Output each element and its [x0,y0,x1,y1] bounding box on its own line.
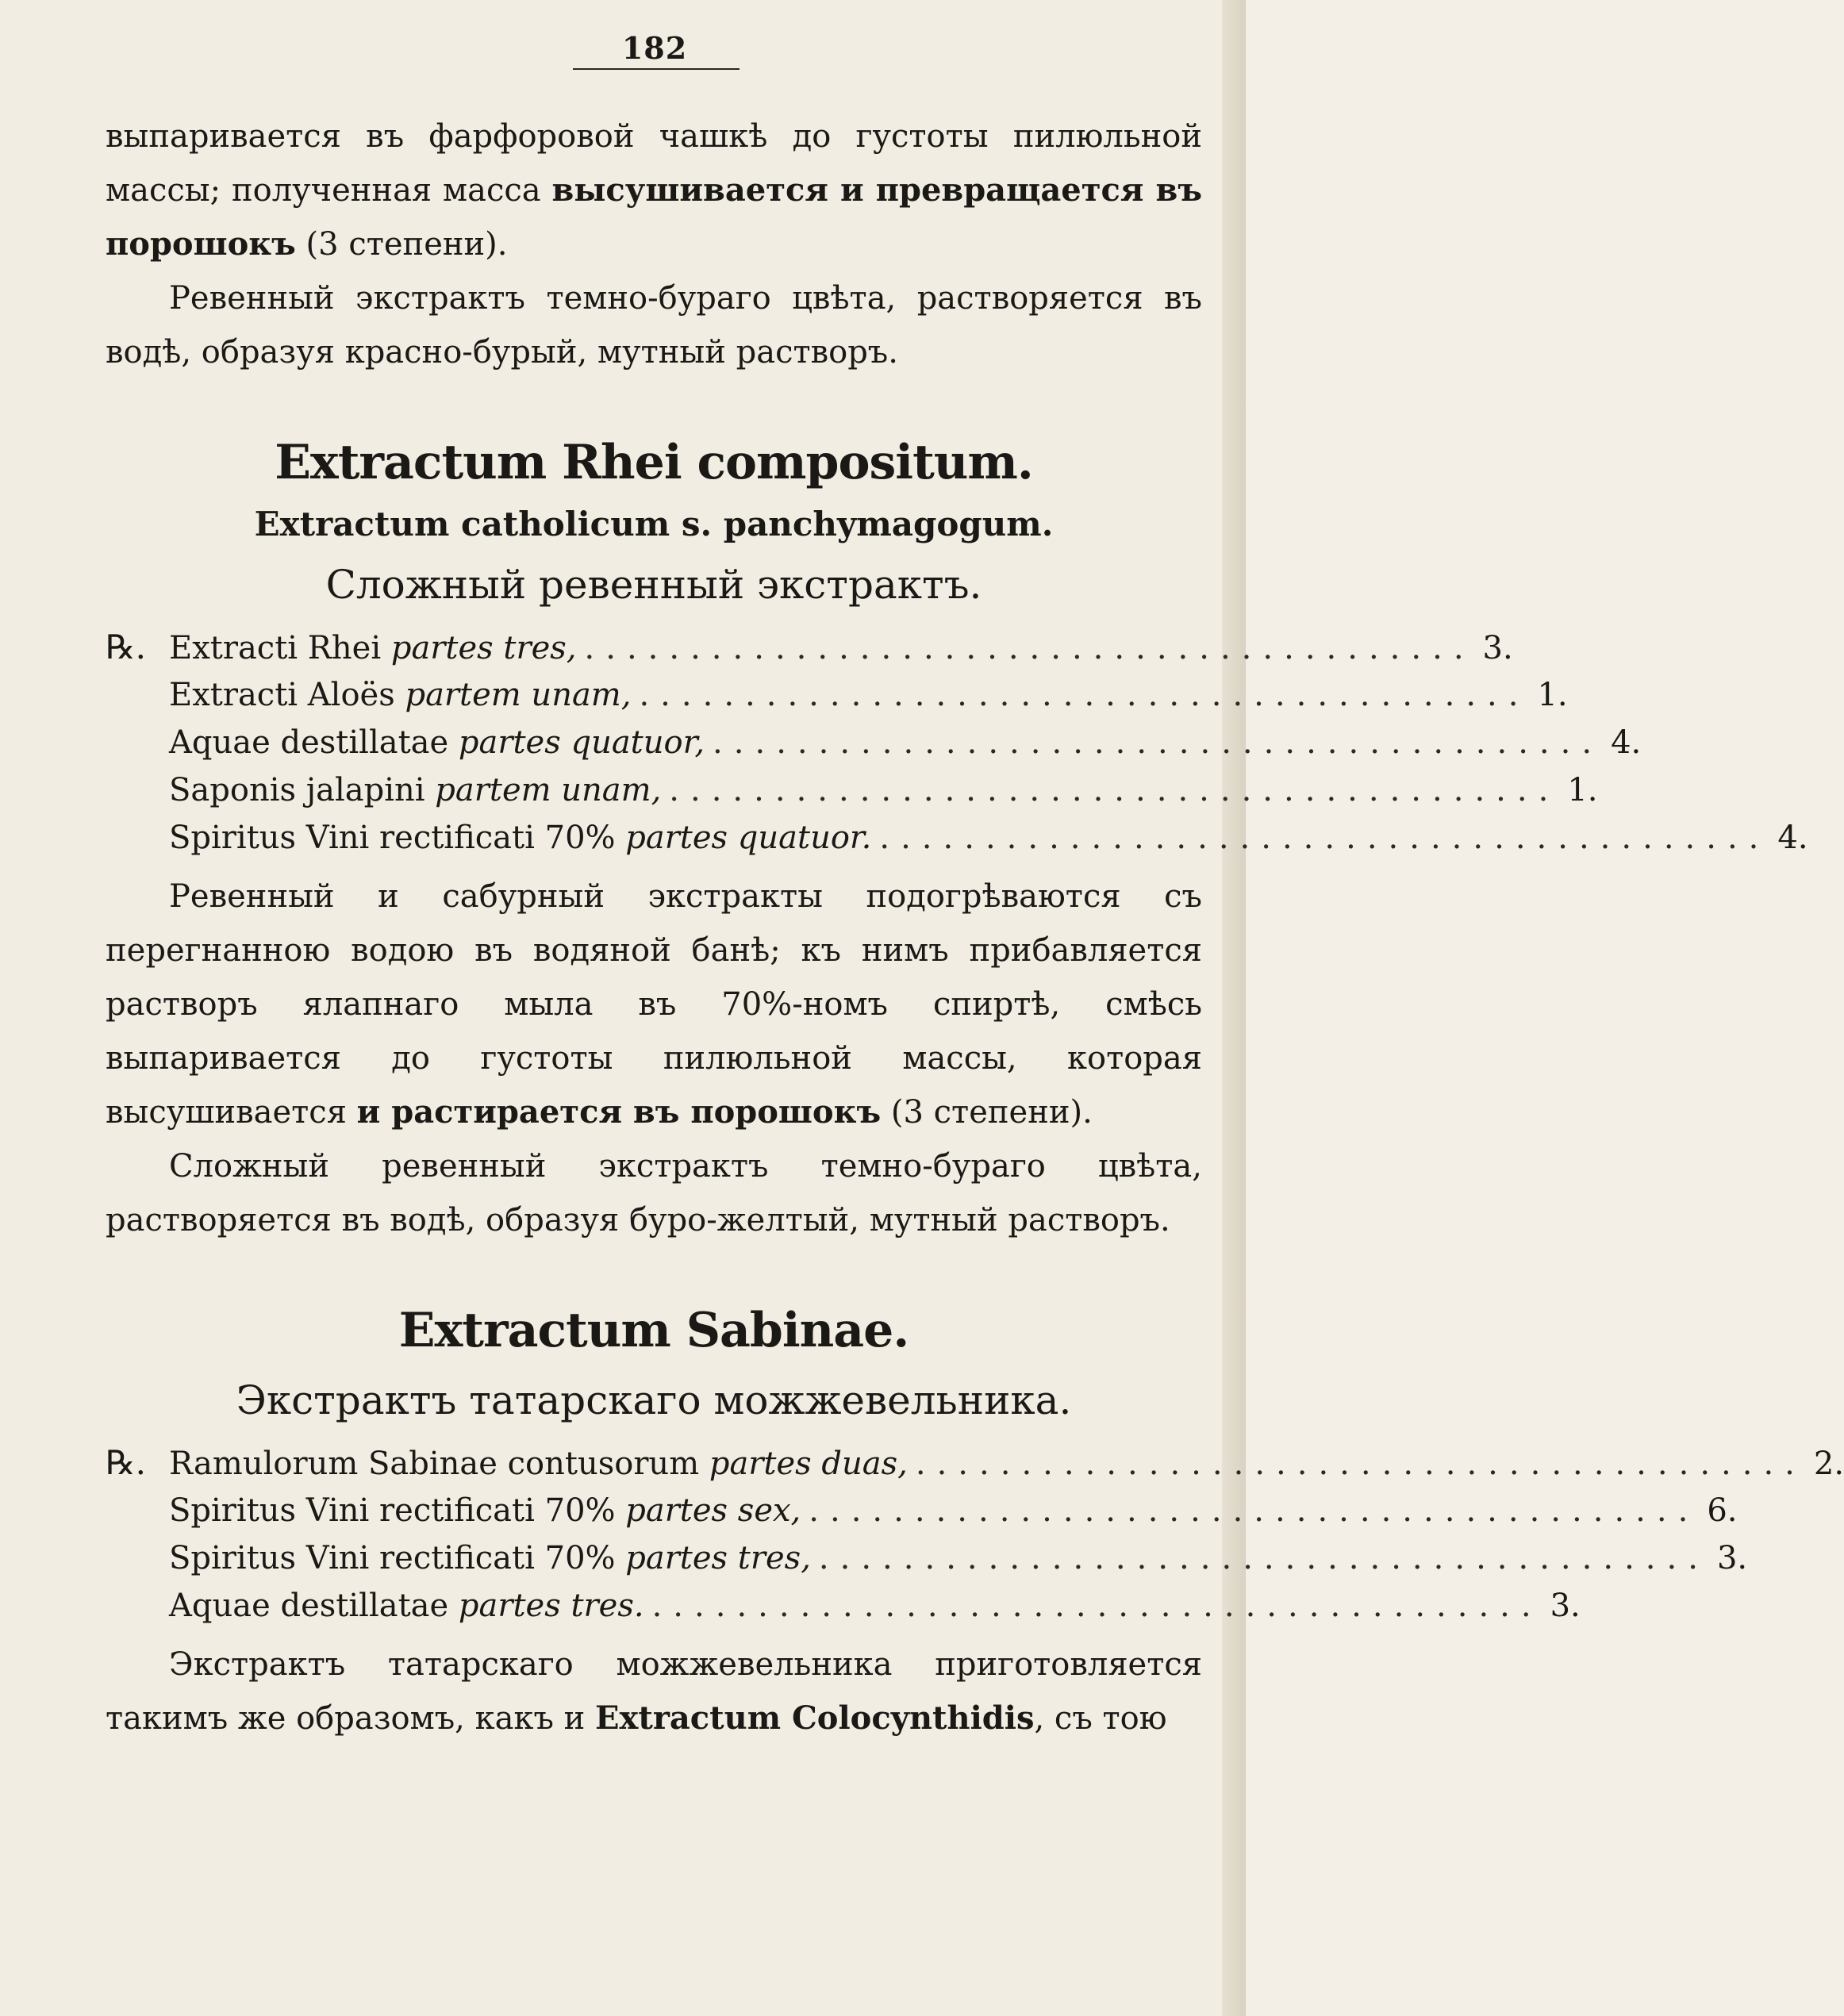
ingredient-name: Aquae destillatae [169,724,459,761]
section1-paragraph-1 [106,870,1202,1139]
ingredient-amount: partes quatuor, [458,724,705,761]
leader-dots: .......................................... [879,820,1770,856]
recipe-line [106,766,1598,814]
ingredient-amount: partes duas, [709,1446,908,1482]
ingredient-amount: partes tres. [458,1588,644,1624]
ingredient-amount: partes sex, [625,1492,801,1529]
leader-dots: .......................................... [809,1492,1700,1529]
section1-russian-title: Сложный ревенный экстрактъ. [325,562,982,608]
ingredient-qty: 6. [1707,1492,1738,1529]
section1-text-end: (3 степени). [881,1094,1093,1131]
leader-dots: .......................................... [651,1588,1542,1624]
section2-russian-title: Экстрактъ татарскаго можжевельника. [236,1377,1072,1423]
recipe-line [106,671,1568,719]
ingredient-qty: 4. [1777,820,1808,856]
ingredient-amount: partem unam, [435,772,662,808]
ingredient-qty: 3. [1716,1540,1748,1576]
recipe-line [106,1534,1748,1582]
section2-bold-text: Extractum Colocynthidis [595,1699,1035,1737]
intro-paragraph-1 [106,109,1202,271]
leader-dots: .......................................... [584,630,1475,666]
section1-recipe [106,624,1808,862]
page-content [106,109,1844,1745]
leader-dots: .......................................... [818,1540,1709,1576]
ingredient-name: Extracti Rhei [169,630,391,666]
recipe-line [106,1582,1581,1630]
section1-text: Ревенный и сабурный экстракты подогрѣваются съ перегнанною водою въ водяной банѣ; къ нимъ прибавляется растворъ ялапнаго мыла въ 70%-номъ спиртѣ, смѣсь выпаривается до густоты пилюльной массы, которая высушивается [106,878,1202,1131]
section1-bold-text: и растирается въ порошокъ [356,1093,882,1131]
section2-text: Экстрактъ татарскаго можжевельника приготовляется такимъ же образомъ, какъ и [106,1646,1202,1737]
section2-text-end: , съ тою [1034,1700,1167,1737]
ingredient-name: Extracti Aloës [169,677,405,713]
intro-paragraph-2: Ревенный экстрактъ темно-бураго цвѣта, растворяется въ водѣ, образуя красно-бурый, мутный растворъ. [106,280,1202,371]
ingredient-amount: partes quatuor. [625,820,872,856]
intro-bold-text: высушивается и превращается въ порошокъ [106,171,1203,263]
ingredient-amount: partes tres, [625,1540,811,1576]
page-number: 182 [621,30,688,66]
section1-subtitle: Extractum catholicum s. panchymagogum. [254,505,1054,543]
section2-recipe [106,1439,1844,1630]
section2-paragraph-1 [106,1638,1202,1745]
ingredient-amount: partem unam, [405,677,632,713]
section1-title: Extractum Rhei compositum. [275,435,1033,490]
ingredient-name: Spiritus Vini rectificati 70% [169,820,626,856]
intro-text-end: (3 степени). [295,226,508,263]
page-number-rule [573,68,740,70]
ingredient-qty: 1. [1567,772,1598,808]
ingredient-name: Spiritus Vini rectificati 70% [169,1540,626,1576]
rx-symbol: ℞. [106,1443,147,1482]
page-edge [1222,0,1246,2016]
recipe-line [106,814,1808,862]
ingredient-qty: 1. [1537,677,1568,713]
recipe-line [106,1439,1844,1487]
leader-dots: .......................................... [915,1446,1806,1482]
ingredient-amount: partes tres, [390,630,577,666]
ingredient-qty: 2. [1813,1446,1844,1482]
recipe-line [106,1487,1738,1534]
ingredient-name: Ramulorum Sabinae contusorum [169,1446,709,1482]
section2-title: Extractum Sabinae. [398,1303,909,1358]
ingredient-qty: 4. [1611,724,1642,761]
recipe-line [106,624,1513,671]
ingredient-name: Saponis jalapini [169,772,436,808]
rx-symbol: ℞. [106,628,147,666]
ingredient-qty: 3. [1550,1588,1581,1624]
recipe-line [106,719,1642,766]
intro-text: выпаривается въ фарфоровой чашкѣ до густоты пилюльной массы; полученная масса [106,118,1202,209]
ingredient-name: Spiritus Vini rectificati 70% [169,1492,626,1529]
leader-dots: .......................................... [669,772,1560,808]
leader-dots: .......................................... [639,677,1530,713]
section1-paragraph-2: Сложный ревенный экстрактъ темно-бураго цвѣта, растворяется въ водѣ, образуя буро-желтый, мутный растворъ. [106,1148,1202,1238]
ingredient-qty: 3. [1482,630,1513,666]
ingredient-name: Aquae destillatae [169,1588,459,1624]
leader-dots: .......................................... [713,724,1604,761]
